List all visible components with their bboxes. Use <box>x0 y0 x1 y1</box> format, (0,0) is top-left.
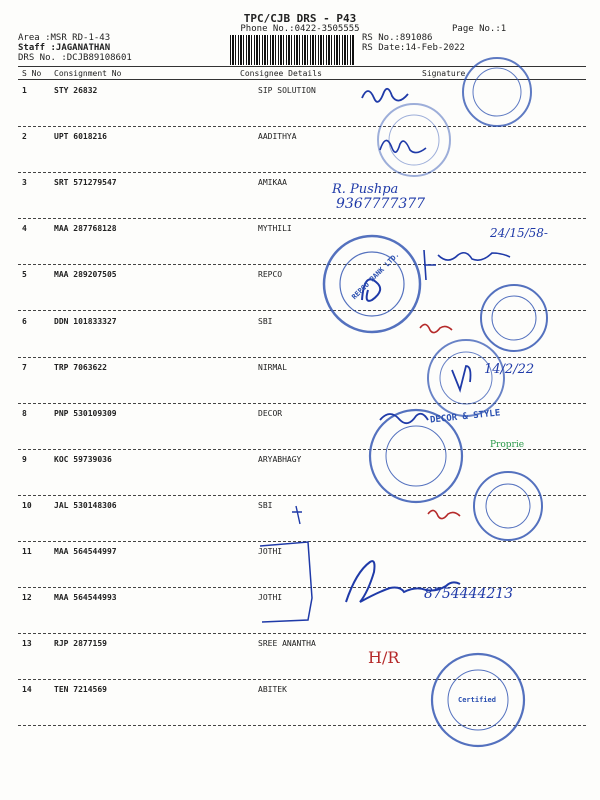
mark-f <box>292 506 302 524</box>
signature-sbi-row6 <box>420 324 452 332</box>
handwriting-note-row13: H/R <box>368 648 400 667</box>
signature-row5 <box>424 250 510 280</box>
row-sno: 7 <box>22 363 27 372</box>
stamp-row1 <box>463 58 531 126</box>
row-sno: 3 <box>22 178 27 187</box>
row-sno: 9 <box>22 455 27 464</box>
drs-title: TPC/CJB DRS - P43 <box>243 12 357 25</box>
stamp-row6 <box>481 285 547 351</box>
row-consignment: MAA 287768128 <box>54 224 117 233</box>
bracket-row11-12 <box>260 542 312 622</box>
handwriting-phone-row3: 9367777377 <box>336 196 426 212</box>
row-consignee: REPCO <box>258 270 283 279</box>
row-sno: 5 <box>22 270 27 279</box>
rs-date: RS Date:14-Feb-2022 <box>362 43 465 53</box>
row-consignment: UPT 6018216 <box>54 132 107 141</box>
signature-row7 <box>452 366 471 390</box>
row-sno: 4 <box>22 224 27 233</box>
stamp-row2 <box>378 104 450 176</box>
row-consignee: SIP SOLUTION <box>258 86 316 95</box>
row-sno: 2 <box>22 132 27 141</box>
row-sno: 11 <box>22 547 32 556</box>
signature-row1 <box>362 89 408 102</box>
phone-number: Phone No.:0422-3505555 <box>240 24 360 34</box>
row-sno: 6 <box>22 317 27 326</box>
row-consignment: MAA 564544993 <box>54 593 117 602</box>
row-consignment: TRP 7063622 <box>54 363 107 372</box>
row-consignee: AMIKAA <box>258 178 287 187</box>
row-sno: 14 <box>22 685 32 694</box>
drs-number: DRS No. :DCJB89108601 <box>18 53 132 63</box>
signature-row2 <box>380 140 426 152</box>
stamp-decor-text: DECOR & STYLE <box>429 408 501 426</box>
row-consignee: SBI <box>258 501 273 510</box>
row-consignment: KOC 59739036 <box>54 455 112 464</box>
handwriting-phone-row12: 8754444213 <box>424 586 514 602</box>
row-sno: 13 <box>22 639 32 648</box>
handwriting-name-row3: R. Pushpa <box>332 182 399 197</box>
row-consignee: ABITEK <box>258 685 287 694</box>
row-consignment: PNP 530109309 <box>54 409 117 418</box>
col-consignee: Consignee Details <box>240 69 322 78</box>
rs-number: RS No.:891086 <box>362 33 433 43</box>
row-consignment: RJP 2877159 <box>54 639 107 648</box>
area-label: Area :MSR RD-1-43 <box>18 33 111 43</box>
stamp-lab-text: Certified <box>458 696 496 704</box>
row-sno: 10 <box>22 501 32 510</box>
col-consignment: Consignment No <box>54 69 122 78</box>
row-consignee: JOTHI <box>258 593 283 602</box>
row-consignment: STY 26832 <box>54 86 98 95</box>
stamp-sbi-row10 <box>474 472 542 540</box>
row-sno: 12 <box>22 593 32 602</box>
col-signature: Signature <box>422 69 466 78</box>
row-consignment: JAL 530148306 <box>54 501 117 510</box>
row-consignee: NIRMAL <box>258 363 287 372</box>
staff-label: Staff :JAGANATHAN <box>18 43 111 53</box>
row-consignment: DDN 101833327 <box>54 317 117 326</box>
row-sno: 1 <box>22 86 27 95</box>
signature-sbi-row10 <box>428 510 460 518</box>
row-consignee: ARYABHAGY <box>258 455 302 464</box>
row-consignment: MAA 564544997 <box>54 547 117 556</box>
handwriting-date-row7: 14/2/22 <box>484 362 535 377</box>
row-consignee: SREE ANANTHA <box>258 639 316 648</box>
signature-row8 <box>380 414 428 423</box>
row-consignee: SBI <box>258 317 273 326</box>
row-consignee: MYTHILI <box>258 224 292 233</box>
row-consignment: TEN 7214569 <box>54 685 107 694</box>
stamp-repco-text: REPCO BANK LTD. <box>350 250 401 302</box>
stamp-row7 <box>428 340 504 416</box>
row-sno: 8 <box>22 409 27 418</box>
row-consignment: SRT 571279547 <box>54 178 117 187</box>
row-consignment: MAA 289207505 <box>54 270 117 279</box>
page-number: Page No.:1 <box>452 24 507 34</box>
stamp-decor-sub: Proprie <box>490 440 525 450</box>
row-consignee: AADITHYA <box>258 132 297 141</box>
row-consignee: JOTHI <box>258 547 283 556</box>
col-sno: S No <box>22 69 42 78</box>
row-consignee: DECOR <box>258 409 283 418</box>
handwriting-note-row4: 24/15/58- <box>490 226 548 240</box>
